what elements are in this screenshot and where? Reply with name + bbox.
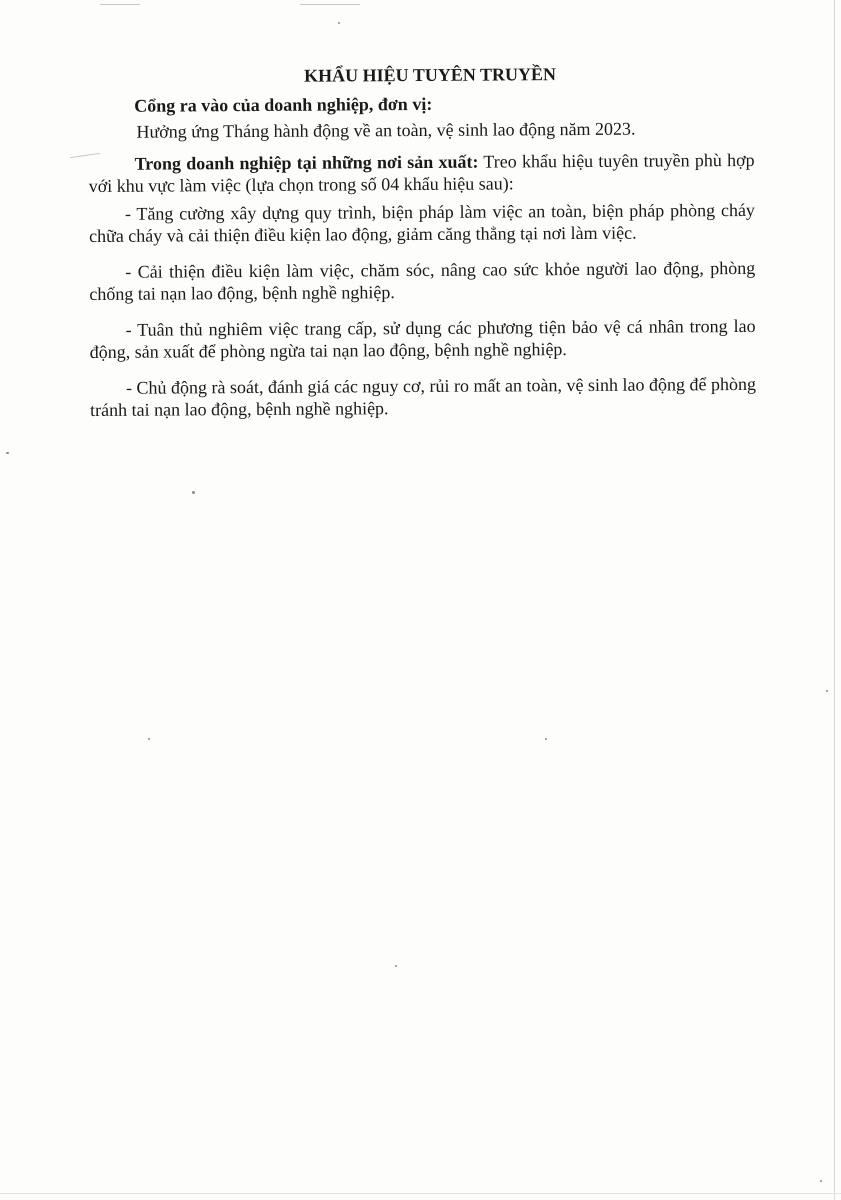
- slogan-item-2: - Cải thiện điều kiện làm việc, chăm sóc, nâng cao sức khỏe người lao động, phòng chống tai nạn lao động, bệnh nghề nghiệp.: [89, 257, 756, 304]
- scan-speck: [192, 491, 195, 494]
- production-paragraph: [89, 149, 755, 197]
- scan-speck: [820, 1180, 822, 1182]
- gate-slogan: Hưởng ứng Tháng hành động về an toàn, vệ sinh lao động năm 2023.: [136, 118, 636, 142]
- gate-heading-paragraph: [88, 91, 754, 117]
- scan-speck: [395, 965, 397, 967]
- document-title: KHẨU HIỆU TUYÊN TRUYỀN: [304, 64, 557, 86]
- scan-bleed-mark: [100, 4, 140, 5]
- scan-edge-right: [834, 0, 835, 1200]
- gate-heading: Cổng ra vào của doanh nghiệp, đơn vị:: [134, 93, 433, 116]
- scan-speck: [545, 738, 547, 740]
- scan-speck: [826, 690, 828, 692]
- production-text: Treo khẩu hiệu tuyên truyền phù hợp với khu vực làm việc (lựa chọn trong số 04 khẩu hiệu sau):: [88, 149, 755, 196]
- production-heading: Trong doanh nghiệp tại những nơi sản xuất:: [134, 151, 479, 174]
- slogan-item-4: - Chủ động rà soát, đánh giá các nguy cơ, rủi ro mất an toàn, vệ sinh lao động để phòng tránh tai nạn lao động, bệnh nghề nghiệp.: [90, 373, 757, 420]
- scan-edge-bottom: [0, 1193, 841, 1194]
- scan-speck: [6, 452, 9, 454]
- slogan-item-1: - Tăng cường xây dựng quy trình, biện pháp làm việc an toàn, biện pháp phòng cháy chữa cháy và cải thiện điều kiện lao động, giảm căng thẳng tại nơi làm việc.: [88, 199, 755, 246]
- slogan-item-3: - Tuân thủ nghiêm việc trang cấp, sử dụng các phương tiện bảo vệ cá nhân trong lao động, sản xuất để phòng ngừa tai nạn lao động, bệnh nghề nghiệp.: [89, 315, 756, 362]
- document-body: [88, 62, 756, 435]
- scan-bleed-mark: [300, 4, 360, 5]
- scan-speck: [148, 738, 150, 740]
- scan-speck: [338, 22, 340, 24]
